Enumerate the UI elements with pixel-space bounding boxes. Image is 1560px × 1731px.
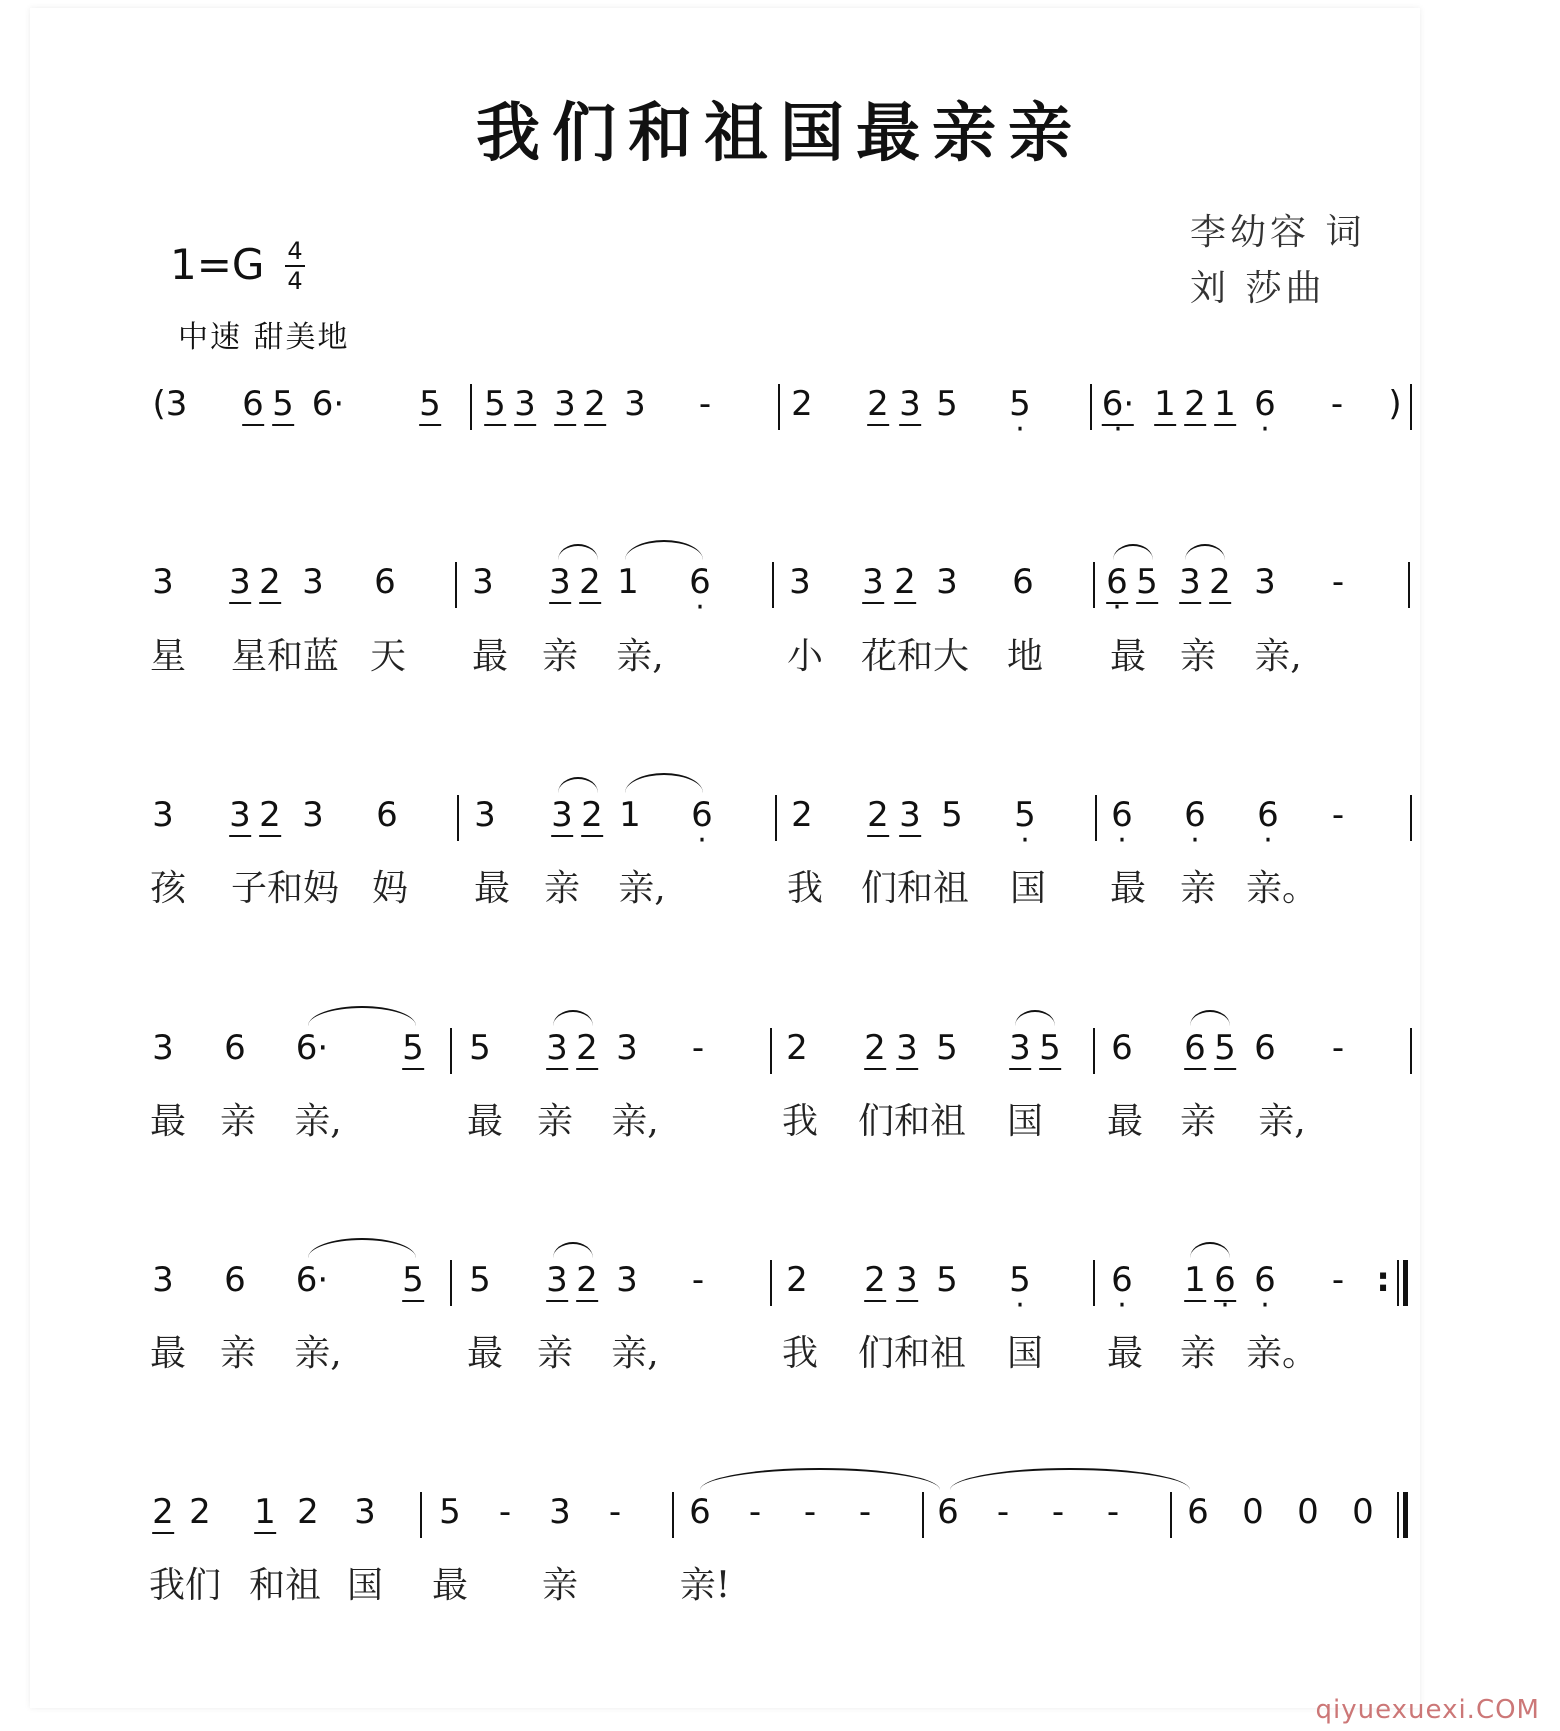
lyric: 亲 xyxy=(536,1101,574,1142)
note: 3 xyxy=(1179,562,1201,602)
note: 6 xyxy=(1187,1492,1209,1532)
note: 1 xyxy=(1154,384,1176,424)
note: 2 xyxy=(576,1028,598,1068)
note: 1 xyxy=(619,795,641,835)
lyric: 我 xyxy=(781,1101,819,1142)
note: 5 xyxy=(419,384,441,424)
lyric: 亲, xyxy=(618,868,666,909)
note: 5 xyxy=(439,1492,461,1532)
note: 3 xyxy=(549,562,571,602)
barline xyxy=(672,1492,674,1538)
lyric: 最 xyxy=(1109,636,1147,677)
lyric: 国 xyxy=(1006,1333,1044,1374)
note: 5 · xyxy=(1009,384,1031,424)
note: 6 xyxy=(224,1028,246,1068)
note: 3 xyxy=(899,795,921,835)
note: 3 xyxy=(936,562,958,602)
lyric: 我们 xyxy=(148,1565,222,1606)
note: 1 xyxy=(1184,1260,1206,1300)
lyric: 亲。 xyxy=(1245,868,1319,909)
note: 3 xyxy=(899,384,921,424)
barline xyxy=(1093,1028,1095,1074)
note: 6 xyxy=(1254,1028,1276,1068)
note: 5 xyxy=(936,384,958,424)
note: 6 xyxy=(689,1492,711,1532)
note: 2 xyxy=(786,1260,808,1300)
note: - xyxy=(1330,384,1344,424)
note: 2 xyxy=(1184,384,1206,424)
note: 3 xyxy=(896,1260,918,1300)
note: 5 xyxy=(402,1260,424,1300)
lyric: 最 xyxy=(466,1333,504,1374)
note: 2 xyxy=(791,384,813,424)
note: 6 xyxy=(1111,1028,1133,1068)
note: 6 · xyxy=(1254,384,1276,424)
note: 3 xyxy=(514,384,536,424)
note: 2 xyxy=(297,1492,319,1532)
barline xyxy=(1093,1260,1095,1306)
barline xyxy=(1410,795,1412,841)
barline xyxy=(450,1260,452,1306)
note: 6 xyxy=(242,384,264,424)
lyric: 亲 xyxy=(219,1101,257,1142)
note: - xyxy=(1051,1492,1065,1532)
lyric: 我 xyxy=(786,868,824,909)
note: 2 xyxy=(786,1028,808,1068)
barline xyxy=(772,562,774,608)
note: 6 xyxy=(376,795,398,835)
note: 6· · xyxy=(1102,384,1134,426)
barline xyxy=(770,1028,772,1074)
note: 6 xyxy=(937,1492,959,1532)
note: 6 · xyxy=(1111,1260,1133,1300)
time-top: 4 xyxy=(287,237,303,265)
note: 2 xyxy=(894,562,916,602)
note: 2 xyxy=(584,384,606,424)
barline xyxy=(1397,1492,1399,1538)
note: 6 xyxy=(1012,562,1034,602)
repeat-dots: : xyxy=(1376,1260,1390,1300)
note: 2 xyxy=(576,1260,598,1300)
barline xyxy=(1090,384,1092,430)
lyric: 亲 xyxy=(541,1565,579,1606)
note: 5 xyxy=(1039,1028,1061,1068)
barline xyxy=(775,795,777,841)
watermark: qiyuexuexi.COM xyxy=(1315,1695,1540,1725)
time-signature xyxy=(285,238,305,294)
lyric: 亲, xyxy=(1258,1101,1306,1142)
barline xyxy=(1170,1492,1172,1538)
note: 2 xyxy=(259,562,281,602)
composer: 刘 莎曲 xyxy=(1190,268,1326,309)
note: 2 xyxy=(867,384,889,424)
lyric: 最 xyxy=(473,868,511,909)
note: 3 xyxy=(152,1260,174,1300)
note: 5 xyxy=(402,1028,424,1068)
note: 2 xyxy=(864,1028,886,1068)
note: 3 xyxy=(862,562,884,602)
note: 2 xyxy=(581,795,603,835)
note: 3 xyxy=(472,562,494,602)
note: 2 xyxy=(189,1492,211,1532)
note: 3 xyxy=(354,1492,376,1532)
note: - xyxy=(608,1492,622,1532)
note: 3 xyxy=(896,1028,918,1068)
note: 5 xyxy=(936,1260,958,1300)
note: - xyxy=(748,1492,762,1532)
note: 5 xyxy=(1136,562,1158,602)
lyric: 最 xyxy=(149,1333,187,1374)
lyric: 亲 xyxy=(536,1333,574,1374)
barline xyxy=(470,384,472,430)
lyric: 亲, xyxy=(1254,636,1302,677)
note: 3 xyxy=(302,562,324,602)
note: 5 xyxy=(469,1260,491,1300)
note: 0 xyxy=(1352,1492,1374,1532)
note: - xyxy=(803,1492,817,1532)
note: - xyxy=(691,1260,705,1300)
lyric: 亲 xyxy=(1179,1333,1217,1374)
note: 3 xyxy=(546,1260,568,1300)
note: - xyxy=(1331,795,1345,835)
note: - xyxy=(1106,1492,1120,1532)
lyric: 小 xyxy=(786,636,824,677)
note: 3 xyxy=(152,562,174,602)
key-signature: 1=G xyxy=(170,240,265,289)
barline xyxy=(1410,1028,1412,1074)
note: 5 xyxy=(469,1028,491,1068)
note: - xyxy=(691,1028,705,1068)
credits xyxy=(1190,205,1365,317)
lyric: 亲! xyxy=(679,1565,731,1606)
lyricist: 李幼容 词 xyxy=(1190,212,1366,253)
note: 3 xyxy=(624,384,646,424)
note: 1 xyxy=(617,562,639,602)
note: 6 · xyxy=(1257,795,1279,835)
lyric: 星 xyxy=(149,636,187,677)
lyric: 亲, xyxy=(611,1333,659,1374)
barline xyxy=(1093,562,1095,608)
note: 3 xyxy=(302,795,324,835)
lyric: 亲, xyxy=(611,1101,659,1142)
lyric: 亲, xyxy=(616,636,664,677)
lyric: 地 xyxy=(1006,636,1044,677)
note: (3 xyxy=(152,384,188,424)
lyric: 亲 xyxy=(1179,868,1217,909)
lyric: 最 xyxy=(1106,1101,1144,1142)
note: - xyxy=(1331,1260,1345,1300)
note: 6 · xyxy=(691,795,713,835)
lyric: 最 xyxy=(1109,868,1147,909)
note: 2 xyxy=(867,795,889,835)
barline xyxy=(1408,562,1410,608)
lyric: 亲, xyxy=(294,1101,342,1142)
note: 6 xyxy=(1184,1028,1206,1068)
lyric: 最 xyxy=(466,1101,504,1142)
note: 3 xyxy=(616,1260,638,1300)
note: 1 xyxy=(254,1492,276,1532)
note: 5 xyxy=(1214,1028,1236,1068)
note: - xyxy=(698,384,712,424)
note: 6· xyxy=(295,1028,329,1068)
tempo-marking: 中速 甜美地 xyxy=(178,320,350,355)
note: 3 xyxy=(554,384,576,424)
note: ) xyxy=(1388,384,1402,424)
lyric: 国 xyxy=(1009,868,1047,909)
note: 2 xyxy=(152,1492,174,1532)
note: - xyxy=(858,1492,872,1532)
note: - xyxy=(1331,562,1345,602)
note: 6· xyxy=(311,384,345,424)
note: - xyxy=(996,1492,1010,1532)
lyric: 最 xyxy=(1106,1333,1144,1374)
note: - xyxy=(1331,1028,1345,1068)
barline-thick xyxy=(1403,1492,1408,1538)
note: 3 xyxy=(229,795,251,835)
note: 3 xyxy=(616,1028,638,1068)
lyric: 们和祖 xyxy=(857,1333,967,1374)
note: 2 xyxy=(1209,562,1231,602)
barline xyxy=(770,1260,772,1306)
note: 3 xyxy=(789,562,811,602)
barline xyxy=(1397,1260,1399,1306)
barline xyxy=(1410,384,1412,430)
note: 6 · xyxy=(689,562,711,602)
lyric: 最 xyxy=(471,636,509,677)
note: 5 xyxy=(272,384,294,424)
lyric: 们和祖 xyxy=(857,1101,967,1142)
barline xyxy=(1095,795,1097,841)
barline xyxy=(778,384,780,430)
note: 2 xyxy=(791,795,813,835)
lyric: 亲 xyxy=(541,636,579,677)
lyric: 我 xyxy=(781,1333,819,1374)
song-title: 我们和祖国最亲亲 xyxy=(476,96,1084,171)
note: 6 · xyxy=(1111,795,1133,835)
note: 3 xyxy=(546,1028,568,1068)
lyric: 亲。 xyxy=(1245,1333,1319,1374)
note: 3 xyxy=(152,1028,174,1068)
lyric: 最 xyxy=(431,1565,469,1606)
note: 3 xyxy=(474,795,496,835)
lyric: 国 xyxy=(1006,1101,1044,1142)
barline xyxy=(922,1492,924,1538)
lyric: 和祖 xyxy=(248,1565,322,1606)
lyric: 亲, xyxy=(294,1333,342,1374)
barline xyxy=(455,562,457,608)
note: 2 xyxy=(579,562,601,602)
lyric: 亲 xyxy=(543,868,581,909)
note: 5 xyxy=(936,1028,958,1068)
lyric: 亲 xyxy=(219,1333,257,1374)
note: 3 xyxy=(229,562,251,602)
note: 6· xyxy=(295,1260,329,1300)
note: 0 xyxy=(1297,1492,1319,1532)
note: 3 xyxy=(551,795,573,835)
lyric: 天 xyxy=(369,636,407,677)
note: 6 xyxy=(224,1260,246,1300)
lyric: 亲 xyxy=(1179,1101,1217,1142)
note: 5 · xyxy=(1009,1260,1031,1300)
note: 2 xyxy=(259,795,281,835)
barline xyxy=(450,1028,452,1074)
note: 6 · xyxy=(1106,562,1128,604)
note: 3 xyxy=(1009,1028,1031,1068)
note: 6 · xyxy=(1214,1260,1236,1302)
note: 6 · xyxy=(1254,1260,1276,1300)
note: 0 xyxy=(1242,1492,1264,1532)
note: 3 xyxy=(1254,562,1276,602)
lyric: 星和蓝 xyxy=(230,636,340,677)
lyric: 子和妈 xyxy=(230,868,340,909)
note: 2 xyxy=(864,1260,886,1300)
lyric: 花和大 xyxy=(860,636,970,677)
note: 6 xyxy=(374,562,396,602)
lyric: 们和祖 xyxy=(860,868,970,909)
note: 5 xyxy=(941,795,963,835)
time-bottom: 4 xyxy=(287,267,303,295)
lyric: 孩 xyxy=(149,868,187,909)
barline xyxy=(420,1492,422,1538)
note: 6 · xyxy=(1184,795,1206,835)
lyric: 国 xyxy=(346,1565,384,1606)
barline-thick xyxy=(1403,1260,1408,1306)
lyric: 亲 xyxy=(1179,636,1217,677)
note: 3 xyxy=(152,795,174,835)
lyric: 最 xyxy=(149,1101,187,1142)
note: 5 xyxy=(484,384,506,424)
lyric: 妈 xyxy=(371,868,409,909)
barline xyxy=(457,795,459,841)
note: 1 xyxy=(1214,384,1236,424)
note: 5 · xyxy=(1014,795,1036,835)
note: 3 xyxy=(549,1492,571,1532)
note: - xyxy=(498,1492,512,1532)
